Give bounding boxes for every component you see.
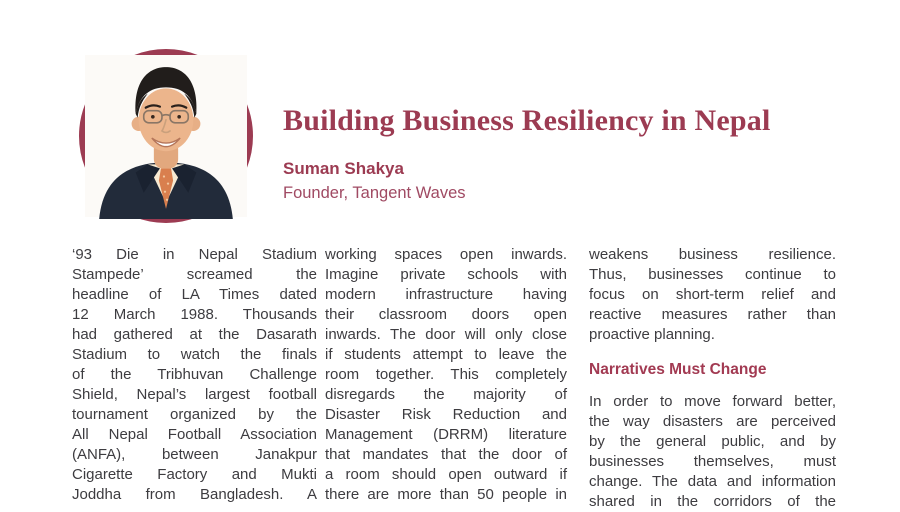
text-line: In order to move forward better, xyxy=(589,393,836,410)
text-line: had gathered at the Dasarath xyxy=(72,326,317,343)
section-heading: Narratives Must Change xyxy=(589,361,767,378)
text-line: Disaster Risk Reduction and xyxy=(325,406,567,423)
article-column-2 xyxy=(325,245,567,505)
text-line: Stadium to watch the finals xyxy=(72,346,317,363)
paragraph xyxy=(72,245,317,505)
text-line: Stampede’ screamed the xyxy=(72,266,317,283)
text-line: if students attempt to leave the xyxy=(325,346,567,363)
text-line: tournament organized by the xyxy=(72,406,317,423)
text-line: working spaces open inwards. xyxy=(325,246,567,263)
paragraph xyxy=(589,392,836,512)
text-line: reactive measures rather than xyxy=(589,306,836,323)
text-line: All Nepal Football Association xyxy=(72,426,317,443)
article-column-1 xyxy=(72,245,317,505)
text-line: there are more than 50 people in xyxy=(325,486,567,503)
text-line: room together. This completely xyxy=(325,366,567,383)
text-line: businesses themselves, must xyxy=(589,453,836,470)
text-line: shared in the corridors of the xyxy=(589,493,836,510)
text-line: change. The data and information xyxy=(589,473,836,490)
text-line: Management (DRRM) literature xyxy=(325,426,567,443)
text-line: focus on short-term relief and xyxy=(589,286,836,303)
text-line: disregards the majority of xyxy=(325,386,567,403)
paragraph xyxy=(325,245,567,505)
text-line: Imagine private schools with xyxy=(325,266,567,283)
header-text-block xyxy=(283,102,771,204)
text-line: weakens business resilience. xyxy=(589,246,836,263)
text-line: Thus, businesses continue to xyxy=(589,266,836,283)
text-line: headline of LA Times dated xyxy=(72,286,317,303)
article-column-3 xyxy=(589,245,836,512)
page-title: Building Business Resiliency in Nepal xyxy=(283,104,771,137)
author-portrait-illustration xyxy=(85,55,247,217)
paragraph xyxy=(589,245,836,345)
text-line: (ANFA), between Janakpur xyxy=(72,446,317,463)
author-role: Founder, Tangent Waves xyxy=(283,184,466,202)
text-line: their classroom doors open xyxy=(325,306,567,323)
text-line: that mandates that the door of xyxy=(325,446,567,463)
text-line: the way disasters are perceived xyxy=(589,413,836,430)
text-line: ‘93 Die in Nepal Stadium xyxy=(72,246,317,263)
text-line: inwards. The door will only close xyxy=(325,326,567,343)
author-name: Suman Shakya xyxy=(283,159,404,178)
text-line: of the Tribhuvan Challenge xyxy=(72,366,317,383)
author-photo xyxy=(79,49,253,223)
text-line: 12 March 1988. Thousands xyxy=(72,306,317,323)
text-line: a room should open outward if xyxy=(325,466,567,483)
text-line: proactive planning. xyxy=(589,326,715,343)
text-line: modern infrastructure having xyxy=(325,286,567,303)
text-line: by the general public, and by xyxy=(589,433,836,450)
text-line: Cigarette Factory and Mukti xyxy=(72,466,317,483)
text-line: Shield, Nepal’s largest football xyxy=(72,386,317,403)
text-line: Joddha from Bangladesh. A xyxy=(72,486,317,503)
